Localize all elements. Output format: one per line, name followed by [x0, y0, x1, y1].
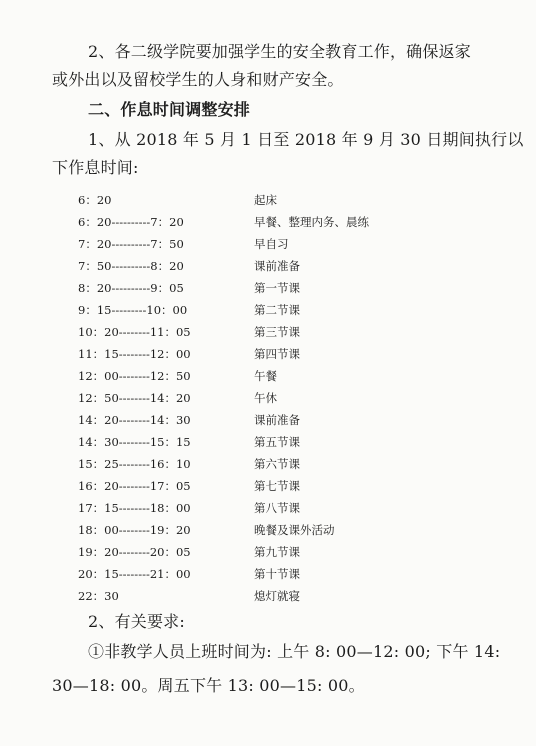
- schedule-row: [78, 521, 508, 539]
- schedule-time: 20：15--------21：00: [78, 567, 191, 581]
- schedule-activity: 第二节课: [254, 303, 300, 317]
- schedule-time: 6：20: [78, 193, 112, 207]
- schedule-activity: 第三节课: [254, 325, 300, 339]
- schedule-row: [78, 543, 508, 561]
- schedule-activity: 早餐、整理内务、晨练: [254, 215, 369, 229]
- paragraph-period-line-1: 1、从 2018 年 5 月 1 日至 2018 年 9 月 30 日期间执行以: [88, 130, 524, 149]
- schedule-row: [78, 235, 508, 253]
- schedule-activity: 早自习: [254, 237, 289, 251]
- schedule-activity: 第一节课: [254, 281, 300, 295]
- paragraph-period-line-2: 下作息时间:: [52, 158, 139, 177]
- schedule-time: 12：00--------12：50: [78, 369, 191, 383]
- schedule-row: [78, 257, 508, 275]
- schedule-time: 18：00--------19：20: [78, 523, 191, 537]
- schedule-activity: 课前准备: [254, 259, 300, 273]
- schedule-activity: 第九节课: [254, 545, 300, 559]
- schedule-activity: 第六节课: [254, 457, 300, 471]
- schedule-activity: 午休: [254, 391, 277, 405]
- paragraph-work-hours-line-2: 30—18: 00。周五下午 13: 00—15: 00。: [52, 676, 365, 695]
- schedule-activity: 第七节课: [254, 479, 300, 493]
- schedule-row: [78, 213, 508, 231]
- section-heading-schedule: 二、作息时间调整安排: [88, 100, 251, 119]
- schedule-row: [78, 565, 508, 583]
- schedule-row: [78, 191, 508, 209]
- schedule-time: 7：20----------7：50: [78, 237, 184, 251]
- schedule-activity: 第四节课: [254, 347, 300, 361]
- schedule-activity: 熄灯就寝: [254, 589, 300, 603]
- schedule-time: 8：20----------9：05: [78, 281, 184, 295]
- schedule-row: [78, 345, 508, 363]
- schedule-time: 14：30--------15：15: [78, 435, 191, 449]
- paragraph-safety-line-1: 2、各二级学院要加强学生的安全教育工作，确保返家: [88, 42, 471, 61]
- schedule-activity: 晚餐及课外活动: [254, 523, 335, 537]
- schedule-time: 7：50----------8：20: [78, 259, 184, 273]
- schedule-row: [78, 455, 508, 473]
- schedule-time: 22：30: [78, 589, 119, 603]
- schedule-time: 6：20----------7：20: [78, 215, 184, 229]
- schedule-time: 16：20--------17：05: [78, 479, 191, 493]
- schedule-row: [78, 433, 508, 451]
- schedule-row: [78, 411, 508, 429]
- schedule-row: [78, 389, 508, 407]
- schedule-time: 9：15---------10：00: [78, 303, 188, 317]
- schedule-time: 15：25--------16：10: [78, 457, 191, 471]
- schedule-time: 12：50--------14：20: [78, 391, 191, 405]
- paragraph-safety-line-2: 或外出以及留校学生的人身和财产安全。: [52, 70, 344, 89]
- schedule-row: [78, 499, 508, 517]
- schedule-time: 17：15--------18：00: [78, 501, 191, 515]
- schedule-activity: 第五节课: [254, 435, 300, 449]
- schedule-time: 10：20--------11：05: [78, 325, 191, 339]
- schedule-activity: 午餐: [254, 369, 277, 383]
- schedule-time: 19：20--------20：05: [78, 545, 191, 559]
- schedule-row: [78, 279, 508, 297]
- schedule-row: [78, 587, 508, 605]
- schedule-row: [78, 367, 508, 385]
- paragraph-requirements: 2、有关要求:: [88, 612, 185, 631]
- schedule-row: [78, 301, 508, 319]
- schedule-activity: 第八节课: [254, 501, 300, 515]
- schedule-row: [78, 323, 508, 341]
- schedule-activity: 课前准备: [254, 413, 300, 427]
- schedule-time: 11：15--------12：00: [78, 347, 191, 361]
- paragraph-work-hours-line-1: ①非教学人员上班时间为: 上午 8: 00—12: 00; 下午 14:: [88, 642, 501, 661]
- schedule-activity: 起床: [254, 193, 277, 207]
- schedule-activity: 第十节课: [254, 567, 300, 581]
- schedule-row: [78, 477, 508, 495]
- schedule-time: 14：20--------14：30: [78, 413, 191, 427]
